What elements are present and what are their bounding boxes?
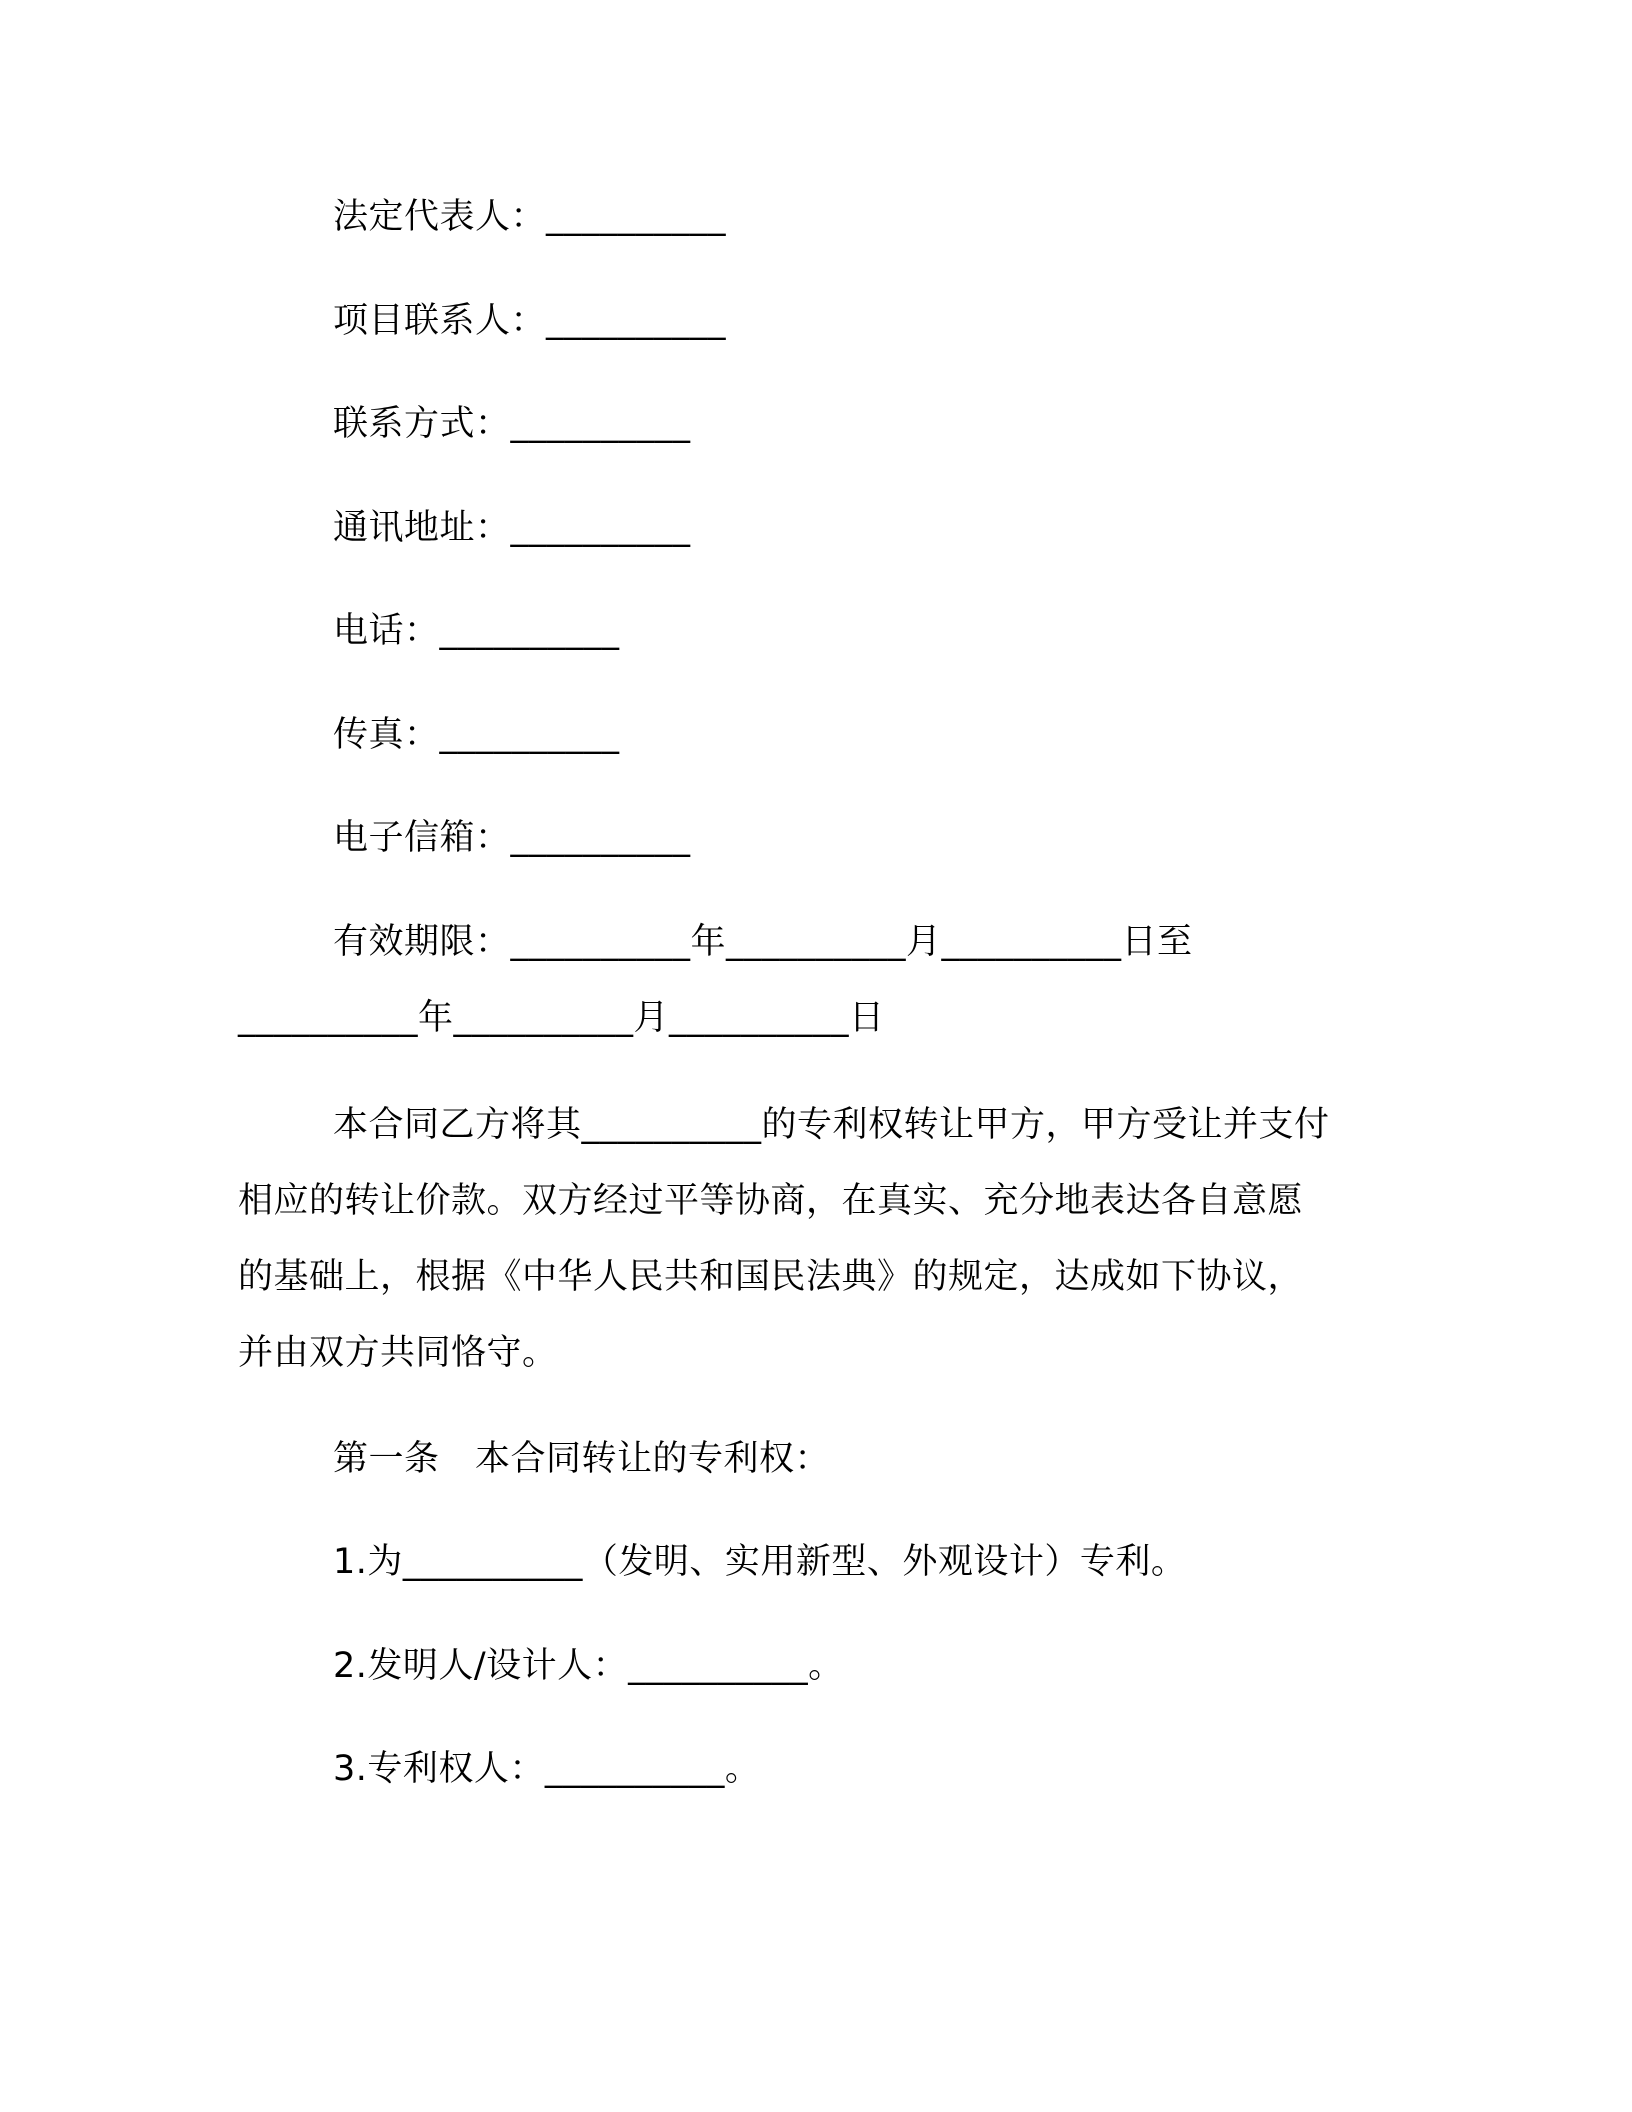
legal-representative-line: 法定代表人：__________ [333, 197, 727, 237]
validity-period-continuation: __________年__________月__________日 [238, 998, 885, 1038]
article-item-1: 1.为__________（发明、实用新型、外观设计）专利。 [333, 1542, 1187, 1582]
paragraph-line-3: 的基础上，根据《中华人民共和国民法典》的规定，达成如下协议， [238, 1257, 1304, 1297]
article-item-3: 3.专利权人：__________。 [333, 1749, 761, 1789]
fax-line: 传真：__________ [333, 715, 620, 755]
validity-period-line: 有效期限：__________年__________月__________日至 [333, 922, 1193, 962]
article-heading: 第一条 本合同转让的专利权： [333, 1439, 831, 1479]
email-line: 电子信箱：__________ [333, 818, 691, 858]
paragraph-line-2: 相应的转让价款。双方经过平等协商，在真实、充分地表达各自意愿 [238, 1181, 1304, 1221]
project-contact-line: 项目联系人：__________ [333, 301, 727, 341]
mailing-address-line: 通讯地址：__________ [333, 508, 691, 548]
paragraph-line-4: 并由双方共同恪守。 [238, 1333, 558, 1373]
article-item-2: 2.发明人/设计人：__________。 [333, 1646, 844, 1686]
phone-line: 电话：__________ [333, 611, 620, 651]
paragraph-line-1: 本合同乙方将其__________的专利权转让甲方，甲方受让并支付 [333, 1105, 1330, 1145]
contact-method-line: 联系方式：__________ [333, 404, 691, 444]
